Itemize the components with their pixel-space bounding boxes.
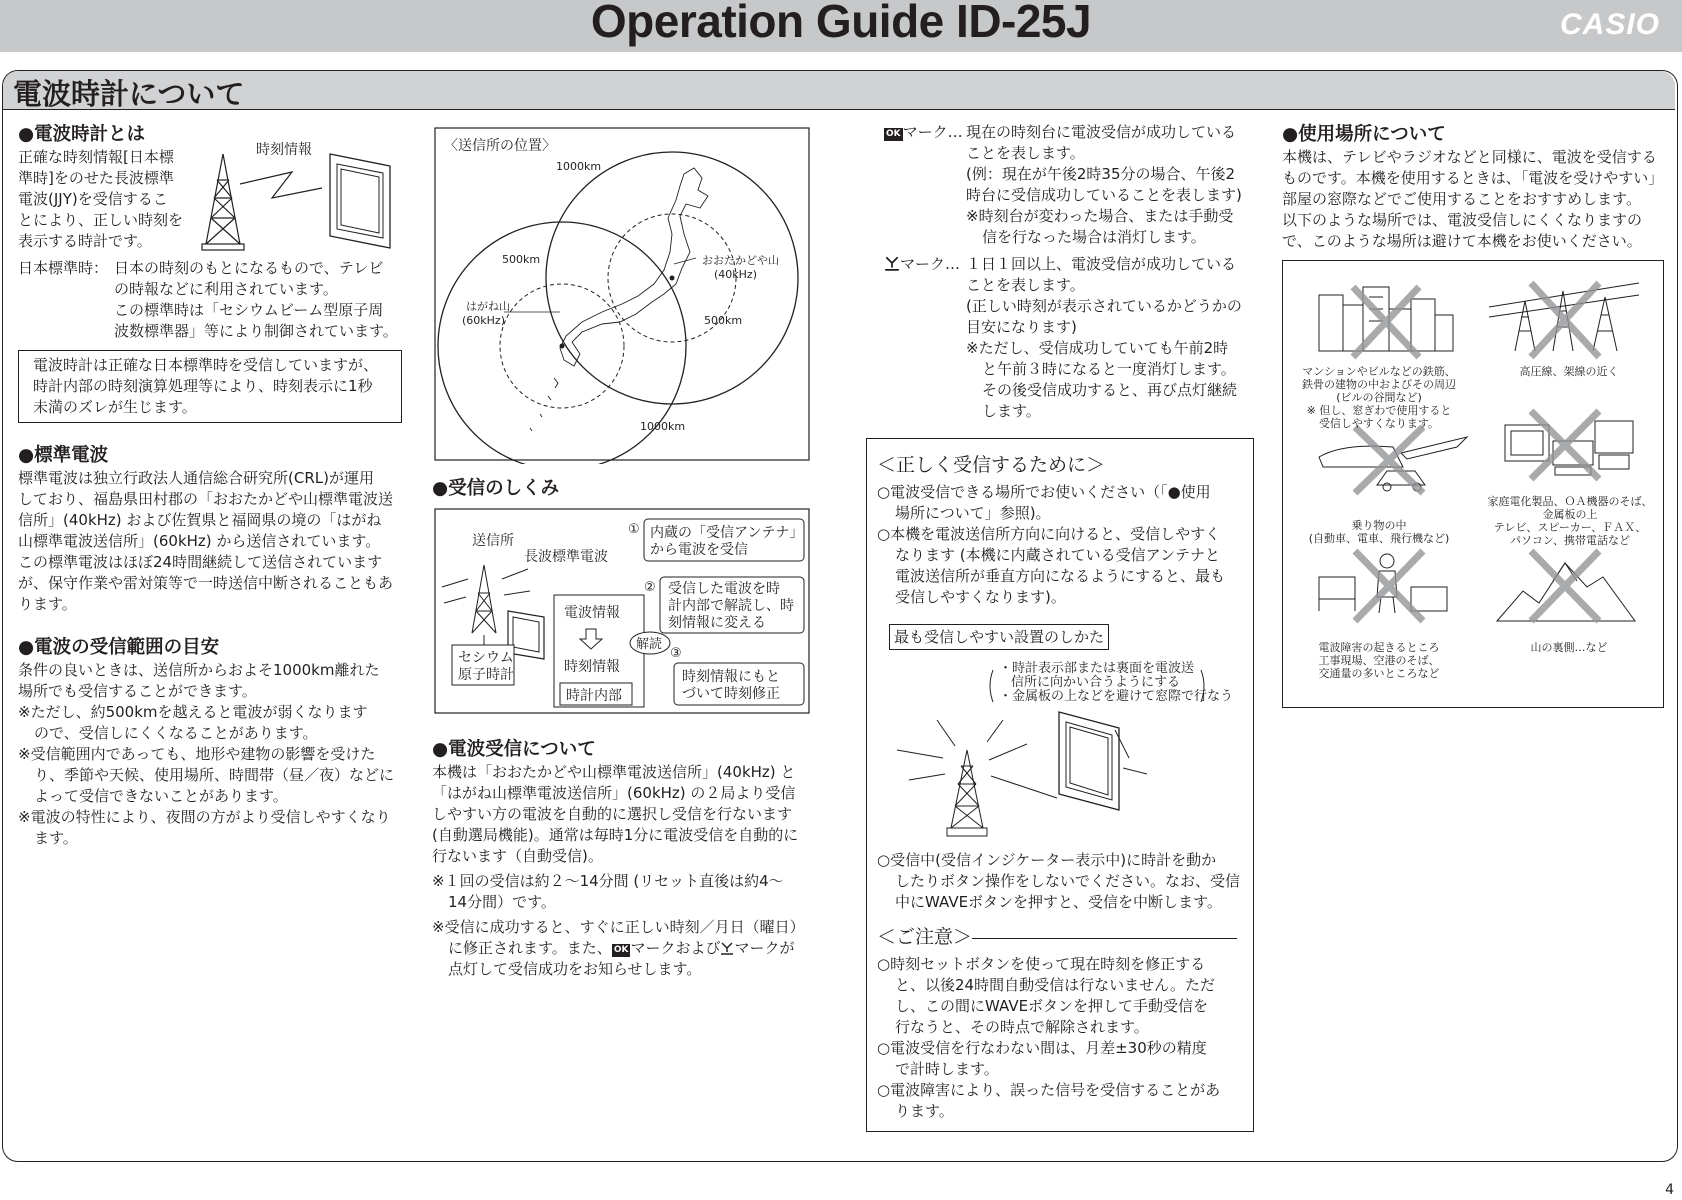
bullet-line: ○電波受信を行なわない間は、月差±30秒の精度 (877, 1039, 1207, 1057)
text-line: 部屋の窓際などでご使用することをおすすめします。 (1282, 190, 1641, 208)
caption-line: パソコン、携帯電話など (1510, 534, 1630, 547)
map-title: 〈送信所の位置〉 (444, 138, 556, 154)
caption-line: ※ 但し、窓ぎわで使用すると (1306, 404, 1452, 417)
note-line: 点灯して受信成功をお知らせします。 (448, 960, 702, 978)
bullet-line: 中にWAVEボタンを押すと、受信を中断します。 (895, 893, 1222, 911)
text-line: 波数標準器」等により制御されています。 (114, 322, 398, 340)
step2-line1: 受信した電波を時 (668, 581, 780, 597)
note-line: ※受信に成功すると、すぐに正しい時刻／月日（曜日） (432, 918, 805, 936)
note-line: ※１回の受信は約２〜14分間 (リセット直後は約4〜 (432, 872, 784, 890)
jst-definition (18, 258, 404, 342)
text-line: 本機は「おおたかどや山標準電波送信所」(40kHz) と (432, 763, 796, 781)
bullet-line: と、以後24時間自動受信は行ないません。ただ (895, 976, 1215, 994)
note-line: します。 (982, 402, 1041, 420)
bullet-line: したりボタン操作をしないでください。なお、受信 (895, 872, 1241, 890)
tower-icon (442, 565, 530, 633)
text-line: とにより、正しい時刻を (18, 211, 184, 229)
label-1000km-top: 1000km (556, 160, 602, 173)
caption-line: 乗り物の中 (1351, 519, 1407, 532)
clock-icon (1059, 712, 1147, 810)
caption-line: 電波障害の起きるところ (1318, 641, 1440, 654)
text-line: ります。 (18, 595, 77, 613)
caption-line: マンションやビルなどの鉄筋、 (1302, 365, 1456, 378)
bullet-line: ○受信中(受信インジケーター表示中)に時計を動か (877, 851, 1217, 869)
text-line: が、保守作業や雷対策等で一時送信中断されることもあ (18, 574, 394, 592)
caption-line: (自動車、電車、飛行機など) (1308, 532, 1450, 545)
label-cesium-1: セシウム (458, 650, 514, 666)
text-line: ことを表します。 (966, 276, 1085, 294)
label-hagane: はがね山 (466, 300, 510, 313)
column-3 (877, 122, 1256, 1120)
otakadoya-station-marker (670, 276, 675, 281)
note-line: ※ただし、受信成功していても午前2時 (966, 339, 1229, 357)
note-line: り、季節や天候、使用場所、時間帯（昼／夜）などに (34, 766, 395, 784)
label-otakadoya-freq: (40kHz) (714, 268, 757, 281)
down-arrow-icon (580, 629, 602, 649)
note-line: ので、受信しにくくなることがあります。 (34, 724, 318, 742)
text-line: 場所でも受信することができます。 (18, 682, 257, 700)
caption-vehicle (1289, 519, 1469, 545)
bullet-line: 受信しやすくなります)。 (895, 588, 1066, 606)
text-line: 未満のズレが生じます。 (33, 398, 197, 416)
ok-mark-explanation (884, 122, 1256, 248)
caption-appliance (1479, 495, 1661, 547)
label-otakadoya: おおたかどや山 (702, 254, 779, 267)
step3-line1: 時刻情報にもと (682, 669, 780, 685)
caption-line: 受信しやすくなります。 (1318, 417, 1440, 430)
reception-tips-box (866, 438, 1254, 1132)
bullet-line: 場所について」参照)。 (895, 504, 1051, 522)
step2-line3: 刻情報に変える (668, 615, 766, 631)
text-line: １日１回以上、電波受信が成功している (966, 255, 1237, 273)
heading-usage-location: ●使用場所について (1282, 124, 1446, 145)
radio-clock-illustration (200, 132, 410, 254)
cross-icon (1355, 551, 1423, 621)
caution-heading-row (877, 925, 1243, 950)
note-line: 信を行なった場合は消灯します。 (982, 228, 1206, 246)
text-line: この標準時は「セシウムビーム型原子周 (114, 301, 384, 319)
text-line: 日本の時刻のもとになるもので、テレビ (114, 259, 384, 277)
step2-number: ② (644, 580, 656, 595)
what-text (18, 147, 198, 252)
text-line: (自動選局機能)。通常は毎時1分に電波受信を自動的に (432, 826, 799, 844)
caption-line: 家庭電化製品、ＯＡ機器のそば、 (1487, 495, 1653, 508)
column-4 (1282, 122, 1668, 708)
text-line: で、このような場所は避けて本機をお使いください。 (1282, 232, 1642, 250)
bullet-line: し、この間にWAVEボタンを押して手動受信を (895, 997, 1209, 1015)
page-title: Operation Guide ID-25J (590, 0, 1092, 47)
bullet-line: なります (本機に内蔵されている受信アンテナと (895, 546, 1221, 564)
text-line: 条件の良いときは、送信所からおよそ1000km離れた (18, 661, 380, 679)
label-station: 送信所 (472, 533, 514, 549)
lightning-icon (240, 172, 322, 198)
cross-icon (1531, 283, 1599, 357)
note-line: その後受信成功すると、再び点灯継続 (982, 381, 1238, 399)
heading-reception: ●電波受信について (432, 739, 596, 760)
note-line: ※受信範囲内であっても、地形や建物の影響を受けた (18, 745, 376, 763)
note-line: 14分間）です。 (448, 893, 556, 911)
antenna-mark-explanation (884, 254, 1256, 422)
text-line: 電波(JJY)を受信するこ (18, 190, 168, 208)
text-line: しやすい方の電波を自動的に選択し受信を行ないます (432, 805, 793, 823)
bullet-line: ります。 (895, 1102, 954, 1120)
bullet-line: ○時刻セットボタンを使って現在時刻を修正する (877, 955, 1206, 973)
label-hagane-freq: (60kHz) (462, 314, 505, 327)
ok-icon: OK (613, 945, 629, 955)
ok-icon: OK (886, 129, 901, 139)
text-line: 本機は、テレビやラジオなどと同様に、電波を受信する (1282, 148, 1657, 166)
avoid-locations-panel (1282, 260, 1664, 708)
ok-lead: マーク… (902, 123, 963, 141)
bullet-line: 行なうと、その時点で解除されます。 (895, 1018, 1149, 1036)
caption-line: テレビ、スピーカー、ＦＡＸ、 (1493, 521, 1647, 534)
text-line: ものです。本機を使用するときは、「電波を受けやすい」 (1282, 169, 1664, 187)
step1-line2: から電波を受信 (650, 542, 748, 558)
text-line: 行ないます（自動受信)。 (432, 847, 603, 865)
mechanism-diagram (432, 507, 812, 717)
tower-icon (202, 154, 244, 250)
caption-line: 工事現場、空港のそば、 (1318, 654, 1440, 667)
page-header (0, 0, 1682, 52)
label-1000km-bottom: 1000km (640, 420, 686, 433)
section-title: 電波時計について (13, 77, 245, 111)
label-500km-right: 500km (704, 314, 743, 327)
caption-line: 交通量の多いところなど (1318, 667, 1440, 680)
text-line: 電波時計は正確な日本標準時を受信していますが、 (33, 356, 379, 374)
step1-number: ① (628, 522, 640, 537)
label-500km-left: 500km (502, 253, 541, 266)
caption-interference (1289, 641, 1469, 680)
note-line: ※ただし、約500kmを越えると電波が弱くなります (18, 703, 368, 721)
text-line: 標準電波は独立行政法人通信総合研究所(CRL)が運用 (18, 469, 374, 487)
note-line: ※電波の特性により、夜間の方がより受信しやすくなり (18, 808, 391, 826)
antenna-icon (720, 941, 734, 955)
caption-powerline (1479, 365, 1659, 378)
text-line: しており、福島県田村郡の「おおたかどや山標準電波送 (18, 490, 394, 508)
illus-label: 時刻情報 (256, 142, 312, 158)
note-line: よって受信できないことがあります。 (34, 787, 288, 805)
placement-note-3: ・金属板の上などを避けて窓際で行なう (999, 689, 1234, 704)
heading-caution: ＜ご注意＞ (877, 926, 973, 948)
placement-note-1: ・時計表示部または裏面を電波送 (999, 661, 1195, 676)
step3-number: ③ (670, 646, 682, 661)
clock-icon (330, 154, 390, 248)
note-text: に修正されます。また、 (448, 939, 612, 957)
caption-line: (ビルの谷間など) (1336, 391, 1422, 404)
bullet-line: ○電波受信できる場所でお使いください（「●使用 (877, 483, 1211, 501)
note-line: ※時刻台が変わった場合、または手動受 (966, 207, 1234, 225)
heading-correct-reception: ＜正しく受信するために＞ (877, 454, 1106, 476)
note-text: マークが (734, 939, 795, 957)
step3-line2: づいて時刻修正 (682, 686, 780, 702)
best-placement-label: 最も受信しやすい設置のしかた (889, 624, 1109, 650)
hagane-station-marker (560, 344, 565, 349)
column-2 (432, 126, 818, 980)
step1-line1: 内蔵の「受信アンテナ」 (650, 525, 804, 541)
caution-divider (967, 938, 1237, 939)
text-line: 準時]をのせた長波標準 (18, 169, 174, 187)
text-line: ことを表します。 (966, 144, 1085, 162)
note-line: ます。 (34, 829, 78, 847)
text-line: この標準電波はほぼ24時間継続して送信されています (18, 553, 383, 571)
jst-term: 日本標準時： (18, 259, 109, 277)
notice-box (18, 350, 402, 423)
text-line: 時台に受信成功していることを表します) (966, 186, 1242, 204)
text-line: (例：現在が午後2時35分の場合、午後2 (966, 165, 1236, 183)
bullet-line: 電波送信所が垂直方向になるようにすると、最も (895, 567, 1226, 585)
placement-illustration (877, 650, 1243, 850)
label-radio-info: 電波情報 (564, 605, 620, 621)
step2-line2: 計内部で解読し、時 (668, 598, 794, 614)
text-line: の時報などに利用されています。 (114, 280, 338, 298)
note-text: マークおよび (630, 939, 721, 957)
caption-building (1289, 365, 1469, 430)
text-line: (正しい時刻が表示されているかどうかの (966, 297, 1242, 315)
text-line: 山標準電波送信所」(60kHz) から送信されています。 (18, 532, 381, 550)
text-line: 表示する時計です。 (18, 232, 152, 250)
text-line: 時計内部の時刻演算処理等により、時刻表示に1秒 (33, 377, 373, 395)
label-cesium-2: 原子時計 (458, 667, 514, 683)
note-line (432, 938, 818, 959)
column-1 (18, 122, 404, 849)
antenna-icon (884, 255, 900, 271)
station-map (432, 126, 812, 464)
label-wave: 長波標準電波 (524, 549, 608, 565)
heading-mechanism: ●受信のしくみ (432, 478, 560, 499)
bullet-line: ○本機を電波送信所方向に向けると、受信しやすく (877, 525, 1221, 543)
label-time-info: 時刻情報 (564, 659, 620, 675)
note-line: と午前３時になると一度消灯します。 (982, 360, 1236, 378)
heading-range: ●電波の受信範囲の目安 (18, 637, 220, 658)
text-line: 正確な時刻情報[日本標 (18, 148, 174, 166)
brand-logo: CASIO (1559, 8, 1660, 41)
caption-line: 山の裏側…など (1530, 641, 1608, 654)
tower-icon (897, 720, 1057, 836)
bullet-line: ○電波障害により、誤った信号を受信することがあ (877, 1081, 1221, 1099)
text-line: 目安になります) (966, 318, 1077, 336)
antenna-lead: マーク… (900, 255, 961, 273)
caption-line: 高圧線、架線の近く (1519, 365, 1619, 378)
text-line: 「はがね山標準電波送信所」(60kHz) の２局より受信 (432, 784, 796, 802)
heading-standard-wave: ●標準電波 (18, 445, 109, 466)
text-line: 以下のような場所では、電波受信しにくくなりますの (1282, 211, 1643, 229)
caption-line: 鉄骨の建物の中およびその周辺 (1302, 378, 1456, 391)
text-line: 現在の時刻台に電波受信が成功している (966, 123, 1237, 141)
page-number: 4 (1665, 1182, 1674, 1198)
text-line: 信所」(40kHz) および佐賀県と福岡県の境の「はがね (18, 511, 382, 529)
caption-line: 金属板の上 (1542, 508, 1598, 521)
label-decode: 解読 (636, 637, 663, 652)
caption-mountain (1479, 641, 1659, 654)
label-inside: 時計内部 (566, 688, 622, 704)
bullet-line: で計時します。 (895, 1060, 999, 1078)
cross-icon (1531, 411, 1599, 479)
heading-what-is: ●電波時計とは (18, 124, 146, 145)
placement-note-2: 信所に向かい合うようにする (1011, 675, 1181, 690)
section-band (3, 71, 1675, 110)
